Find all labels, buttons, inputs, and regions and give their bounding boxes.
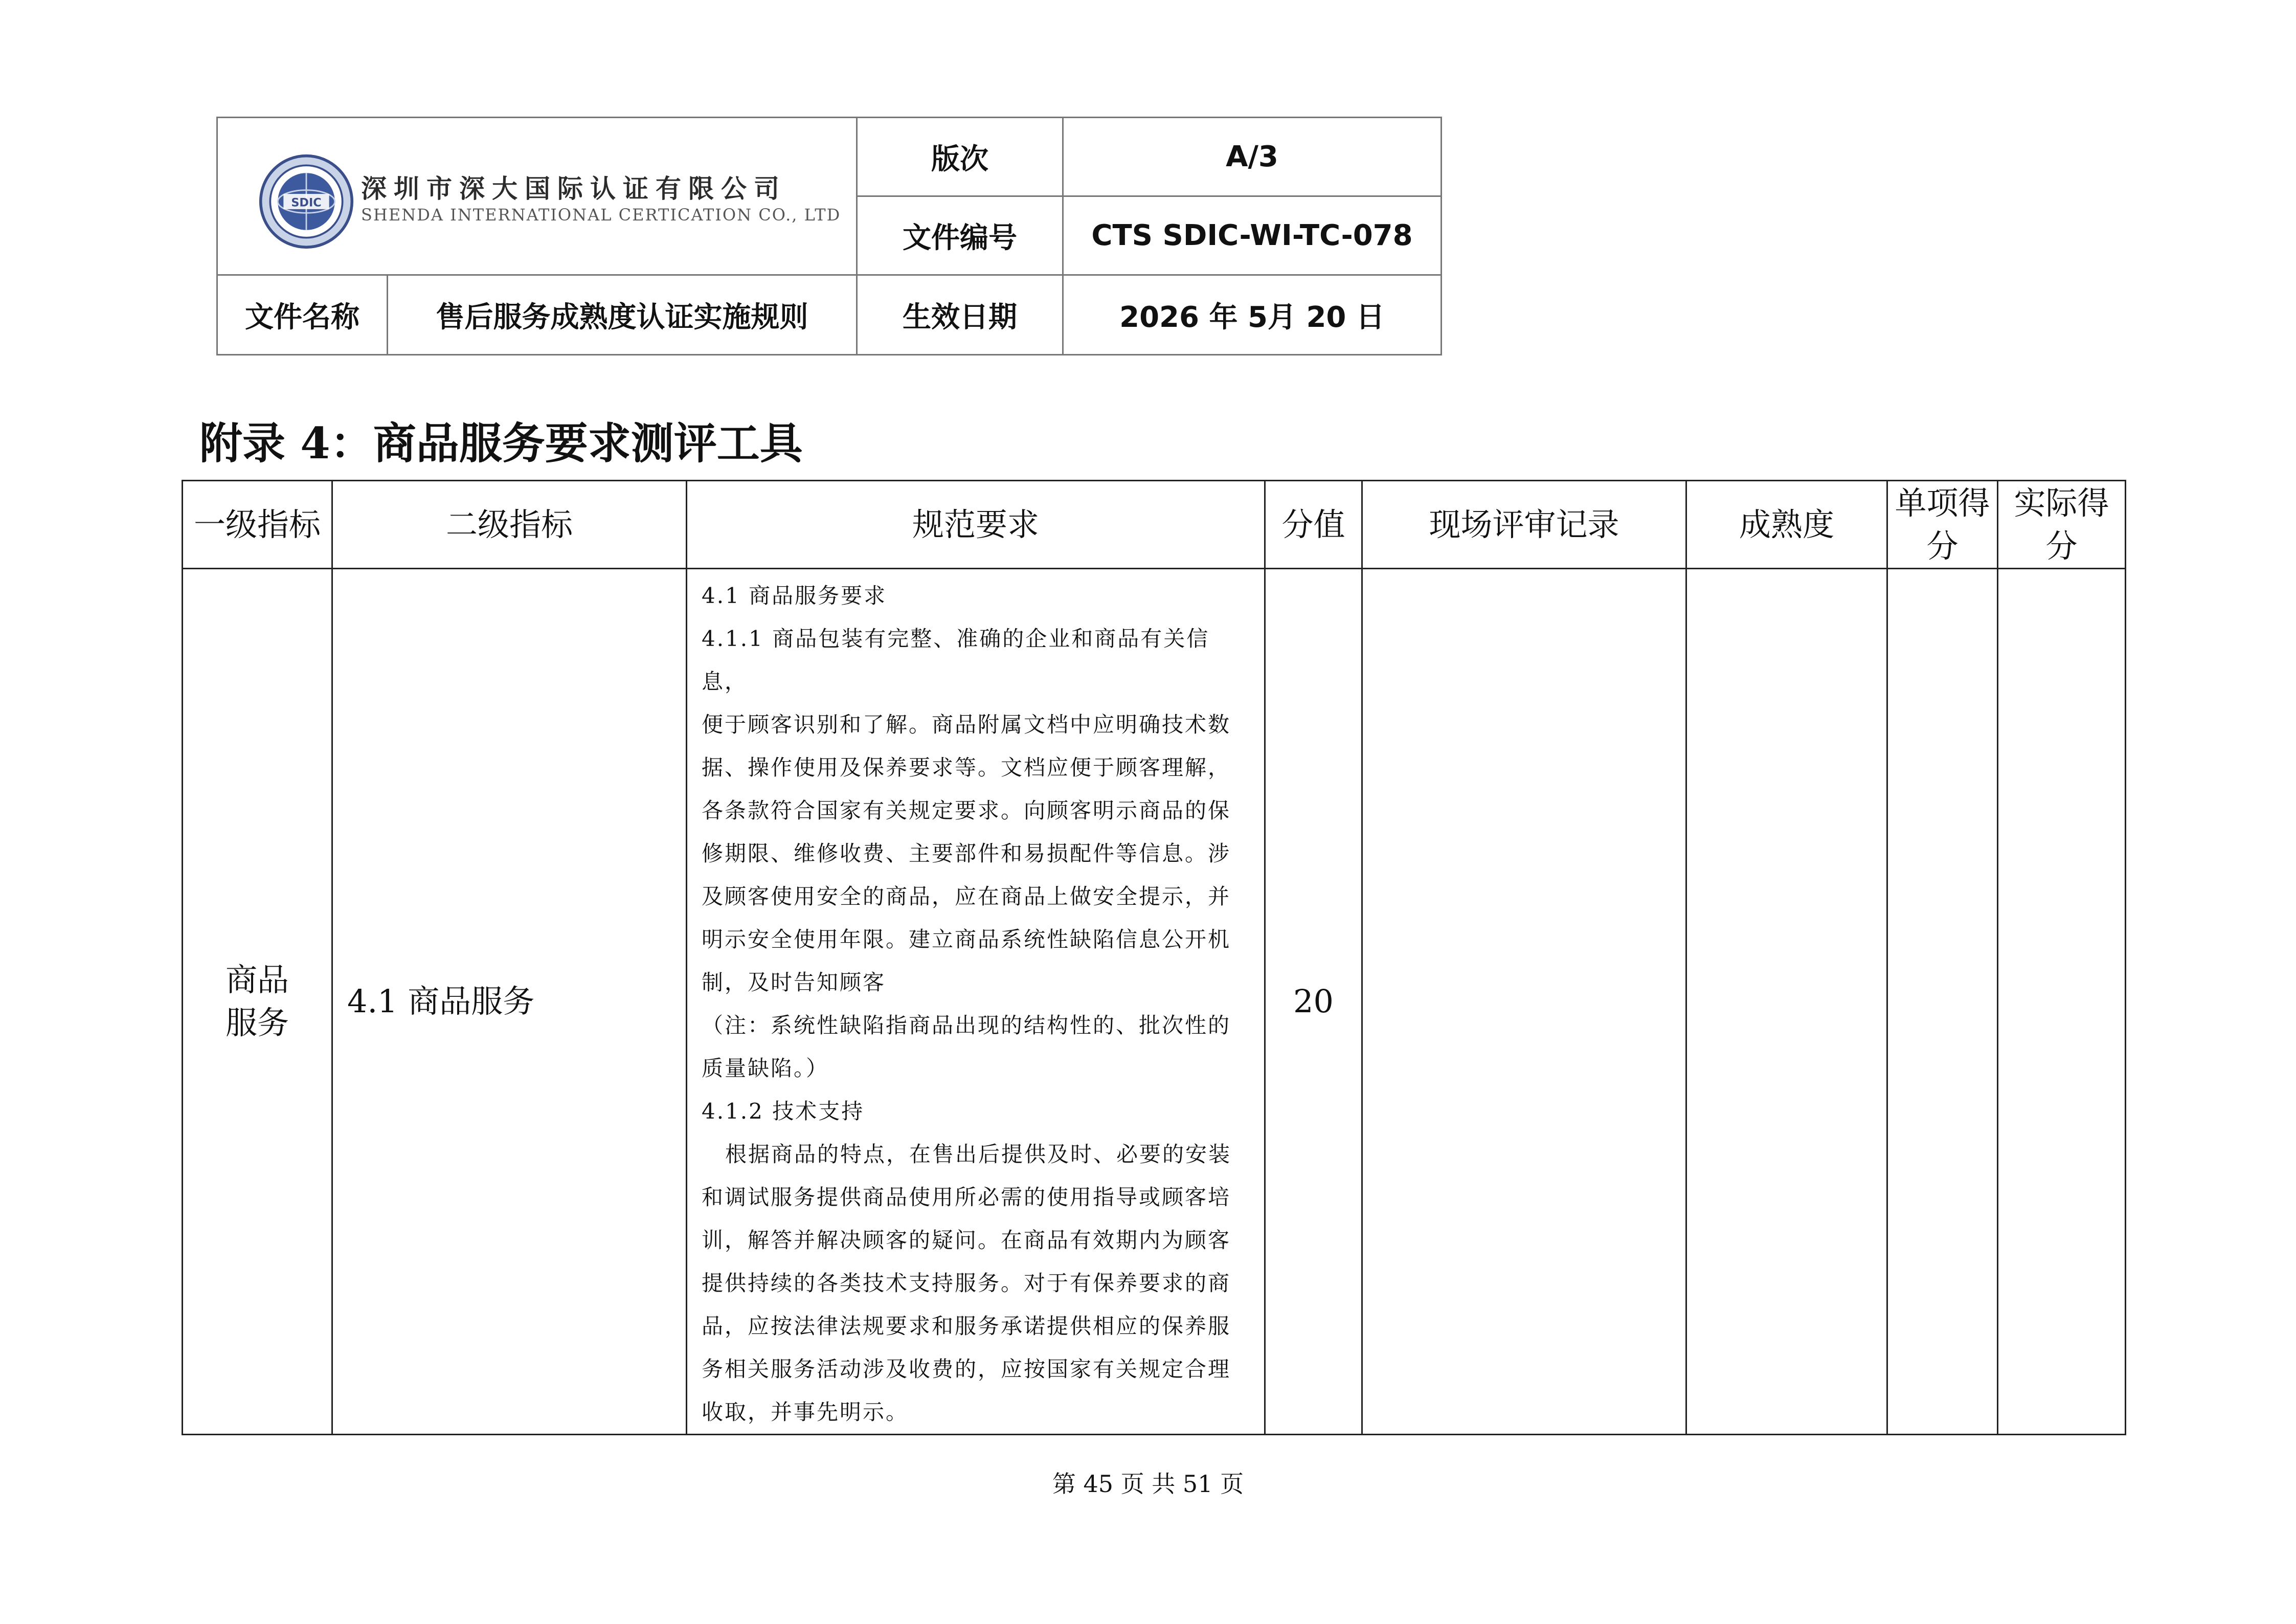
docname-value: 售后服务成熟度认证实施规则 xyxy=(388,275,857,355)
table-header-row xyxy=(183,481,2126,569)
docno-label: 文件编号 xyxy=(857,196,1063,275)
company-logo xyxy=(259,149,841,251)
document-header-table xyxy=(216,117,1442,355)
sdic-seal-icon xyxy=(259,154,354,249)
req-line: 各条款符合国家有关规定要求。向顾客明示商品的保 xyxy=(702,798,1231,823)
effective-date-value: 2026 年 5月 20 日 xyxy=(1063,275,1442,355)
effective-date-label: 生效日期 xyxy=(857,275,1063,355)
req-line: 训，解答并解决顾客的疑问。在商品有效期内为顾客 xyxy=(702,1228,1231,1253)
req-line: 4.1.2 技术支持 xyxy=(702,1099,865,1124)
req-line: 据、操作使用及保养要求等。文档应便于顾客理解， xyxy=(702,755,1231,780)
col-header-score: 分值 xyxy=(1265,481,1362,569)
col-header-item-score: 单项得分 xyxy=(1887,481,1998,569)
req-line: 及顾客使用安全的商品，应在商品上做安全提示，并 xyxy=(702,884,1231,909)
req-line: 明示安全使用年限。建立商品系统性缺陷信息公开机 xyxy=(702,927,1231,952)
req-line: 根据商品的特点，在售出后提供及时、必要的安装 xyxy=(725,1142,1232,1167)
col-header-level1: 一级指标 xyxy=(183,481,332,569)
req-line: 4.1.1 商品包装有完整、准确的企业和商品有关信息， xyxy=(702,626,1210,694)
col-header-actual-score: 实际得分 xyxy=(1998,481,2126,569)
table-row xyxy=(183,569,2126,1435)
req-line: 和调试服务提供商品使用所必需的使用指导或顾客培 xyxy=(702,1185,1231,1210)
req-line: 品，应按法律法规要求和服务承诺提供相应的保养服 xyxy=(702,1314,1231,1339)
req-line: 便于顾客识别和了解。商品附属文档中应明确技术数 xyxy=(702,712,1231,737)
version-value: A/3 xyxy=(1063,118,1442,196)
req-line: 收取，并事先明示。 xyxy=(702,1399,909,1425)
req-line: 修期限、维修收费、主要部件和易损配件等信息。涉 xyxy=(702,841,1231,866)
requirements-cell xyxy=(687,569,1265,1435)
req-line: 4.1 商品服务要求 xyxy=(702,583,887,608)
company-name-cn: 深圳市深大国际认证有限公司 xyxy=(361,173,786,204)
page-number-footer: 第 45 页 共 51 页 xyxy=(1052,1470,1244,1498)
company-logo-cell xyxy=(217,118,857,275)
company-name-en: SHENDA INTERNATIONAL CERTICATION CO., LTD xyxy=(361,205,841,225)
level1-cell: 商品服务 xyxy=(183,569,332,1435)
version-label: 版次 xyxy=(857,118,1063,196)
col-header-onsite-record: 现场评审记录 xyxy=(1362,481,1686,569)
req-line: 制，及时告知顾客 xyxy=(702,970,886,995)
req-line: 提供持续的各类技术支持服务。对于有保养要求的商 xyxy=(702,1271,1231,1296)
col-header-maturity: 成熟度 xyxy=(1686,481,1887,569)
req-line: 务相关服务活动涉及收费的，应按国家有关规定合理 xyxy=(702,1356,1231,1382)
item-score-cell[interactable] xyxy=(1887,569,1998,1435)
appendix-title: 附录 4：商品服务要求测评工具 xyxy=(199,418,803,469)
score-cell: 20 xyxy=(1265,569,1362,1435)
docno-value: CTS SDIC-WI-TC-078 xyxy=(1063,196,1442,275)
svg-text:SDIC: SDIC xyxy=(291,196,322,210)
col-header-level2: 二级指标 xyxy=(332,481,687,569)
actual-score-cell[interactable] xyxy=(1998,569,2126,1435)
docname-label: 文件名称 xyxy=(217,275,388,355)
onsite-record-cell[interactable] xyxy=(1362,569,1686,1435)
col-header-requirements: 规范要求 xyxy=(687,481,1265,569)
req-line: 质量缺陷。） xyxy=(702,1056,829,1081)
level2-cell: 4.1 商品服务 xyxy=(332,569,687,1435)
req-line: （注：系统性缺陷指商品出现的结构性的、批次性的 xyxy=(702,1013,1231,1038)
maturity-cell[interactable] xyxy=(1686,569,1887,1435)
evaluation-table xyxy=(182,480,2126,1435)
